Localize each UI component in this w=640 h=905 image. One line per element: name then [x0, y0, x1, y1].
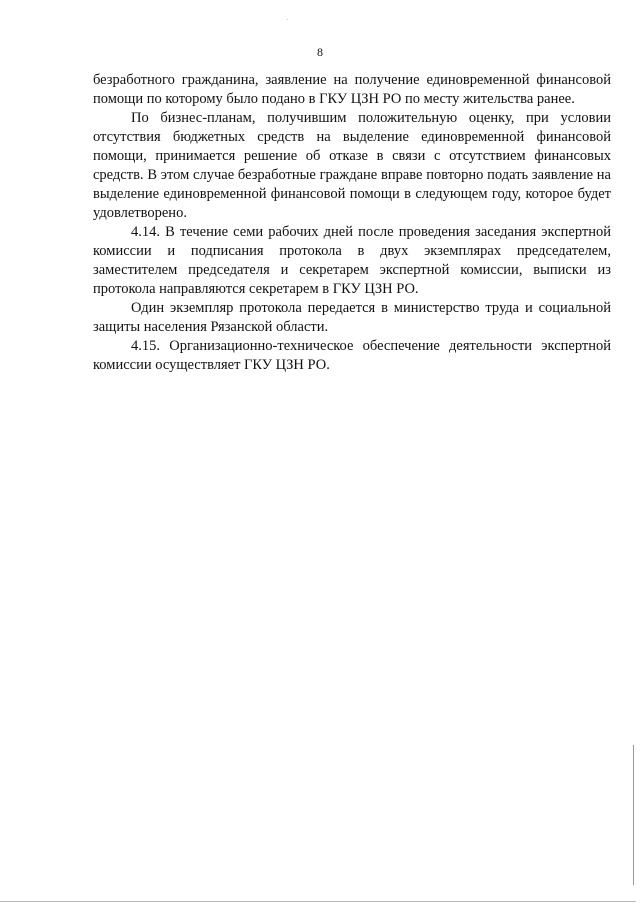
- paragraph-4-15: 4.15. Организационно-техническое обеспечение деятельности экспертной комиссии осуществляет ГКУ ЦЗН РО.: [93, 338, 611, 373]
- paragraph-business-plans: По бизнес-планам, получившим положительную оценку, при условии отсутствия бюджетных средств на выделение единовременной финансовой помощи, принимается решение об отказе в связи с отсутствием финансовых средств. В этом случае безработные граждане вправе повторно подать заявление на выделение единовременной финансовой помощи в следующем году, которое будет удовлетворено.: [93, 110, 611, 221]
- scan-bottom-line: [0, 901, 636, 902]
- page-number: 8: [317, 45, 323, 59]
- scan-artifact: [287, 19, 288, 20]
- paragraph-protocol-copy: Один экземпляр протокола передается в министерство труда и социальной защиты населения Рязанской области.: [93, 300, 611, 335]
- document-body: [93, 71, 611, 375]
- scan-edge-line: [633, 745, 634, 885]
- paragraph-4-14: 4.14. В течение семи рабочих дней после проведения заседания экспертной комиссии и подписания протокола в двух экземплярах председателем, заместителем председателя и секретарем экспертной комиссии, выписки из протокола направляются секретарем в ГКУ ЦЗН РО.: [93, 224, 611, 297]
- paragraph-continuation: безработного гражданина, заявление на получение единовременной финансовой помощи по которому было подано в ГКУ ЦЗН РО по месту жительства ранее.: [93, 72, 611, 107]
